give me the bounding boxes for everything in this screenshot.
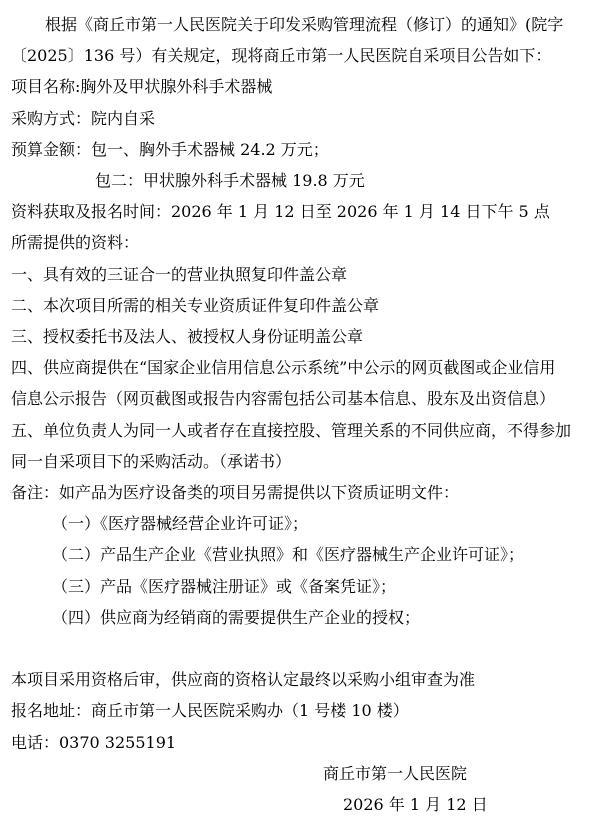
remark-heading: 备注：如产品为医疗设备类的项目另需提供以下资质证明文件： — [11, 483, 460, 503]
budget-package-1: 预算金额：包一、胸外手术器械 24.2 万元； — [11, 139, 329, 159]
intro-line-2: 〔2025〕136 号）有关规定，现将商丘市第一人民医院自采项目公告如下： — [11, 46, 552, 66]
blank-line — [11, 633, 600, 664]
phone-number: 电话：0370 3255191 — [11, 732, 177, 752]
material-item-2: 二、本次项目所需的相关专业资质证件复印件盖公章 — [11, 295, 380, 315]
required-materials-heading: 所需提供的资料： — [11, 233, 140, 253]
signature-date: 2026 年 1 月 12 日 — [343, 795, 488, 815]
intro-line-1: 根据《商丘市第一人民医院关于印发采购管理流程（修订）的通知》(院字 — [45, 15, 564, 34]
remark-item-4: （四）供应商为经销商的需要提供生产企业的授权； — [52, 607, 421, 627]
material-item-4-line-2: 信息公示报告（网页截图或报告内容需包括公司基本信息、股东及出资信息） — [11, 389, 556, 409]
registration-address: 报名地址：商丘市第一人民医院采购办（1 号楼 10 楼） — [11, 701, 409, 721]
registration-time: 资料获取及报名时间：2026 年 1 月 12 日至 2026 年 1 月 14 日下午 5 点 — [11, 202, 550, 222]
budget-package-2: 包二：甲状腺外科手术器械 19.8 万元 — [95, 171, 365, 191]
material-item-4-line-1: 四、供应商提供在“国家企业信用信息公示系统”中公示的网页截图或企业信用 — [11, 358, 556, 378]
project-name: 项目名称:胸外及甲状腺外科手术器械 — [11, 77, 273, 97]
remark-item-2: （二）产品生产企业《营业执照》和《医疗器械生产企业许可证》； — [52, 545, 525, 565]
material-item-3: 三、授权委托书及法人、被授权人身份证明盖公章 — [11, 327, 364, 347]
material-item-5-line-1: 五、单位负责人为同一人或者存在直接控股、管理关系的不同供应商，不得参加 — [11, 420, 572, 440]
material-item-5-line-2: 同一自采项目下的采购活动。（承诺书） — [11, 451, 292, 471]
remark-item-1: （一）《医疗器械经营企业许可证》； — [52, 514, 309, 534]
remark-item-3: （三）产品《医疗器械注册证》或《备案凭证》； — [52, 576, 397, 596]
material-item-1: 一、具有效的三证合一的营业执照复印件盖公章 — [11, 264, 348, 284]
procurement-method: 采购方式：院内自采 — [11, 108, 156, 128]
signature-organization: 商丘市第一人民医院 — [323, 763, 468, 783]
qualification-review-note: 本项目采用资格后审，供应商的资格认定最终以采购小组审查为准 — [11, 670, 476, 690]
